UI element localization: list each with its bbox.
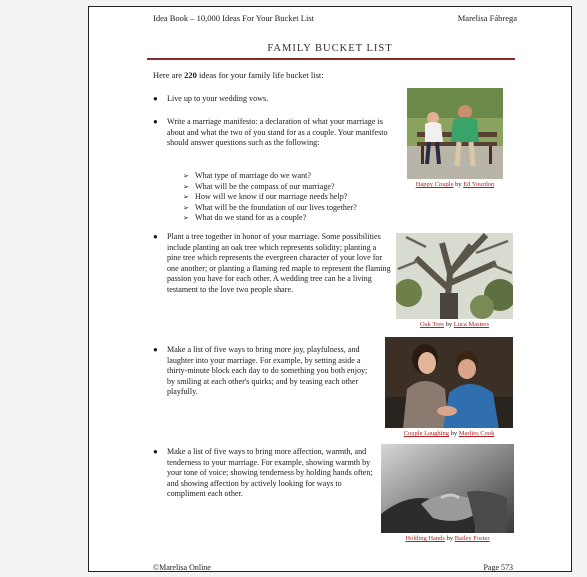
intro-line: Here are 220 ideas for your family life bucket list: — [153, 70, 324, 80]
footer-copyright: ©Marelisa Online — [153, 563, 211, 572]
photo-caption: Happy Couple by Ed Yourdon — [415, 181, 495, 188]
list-item: ● Live up to your wedding vows. — [153, 94, 269, 103]
book-title: Idea Book – 10,000 Ideas For Your Bucket List — [153, 13, 315, 23]
photo-title-link[interactable]: Happy Couple — [415, 181, 454, 188]
question-item: ➢ How will we know if our marriage needs help? — [183, 192, 357, 203]
section-title: FAMILY BUCKET LIST — [267, 43, 393, 54]
bullet-icon: ● — [153, 345, 158, 354]
question-item: ➢ What will be the foundation of our lives together? — [183, 203, 357, 214]
photo-caption: Couple Laughing by Marlies Cook — [403, 430, 495, 437]
photo-author-link[interactable]: Marlies Cook — [458, 430, 495, 437]
question-item: ➢ What will be the compass of our marriage? — [183, 182, 357, 193]
happy-couple-photo — [407, 88, 503, 179]
list-item: ● Make a list of five ways to bring more affection, warmth, and tenderness to your marriage. For example, showing warmth by your tone of voice; showing tenderness by holding hands often; and showing affection by actively looking for ways to compliment each other. — [153, 447, 373, 499]
photo-author-link[interactable]: Luca Masters — [453, 321, 489, 328]
question-item: ➢ What do we stand for as a couple? — [183, 213, 357, 224]
list-item: ● Make a list of five ways to bring more joy, playfulness, and laughter into your marriage. For example, by setting aside a thirty-minute block each day to do something you both enjoy; by smiling at each other's quirks; and by teasing each other playfully. — [153, 345, 368, 397]
photo-caption: Oak Tree by Luca Masters — [420, 321, 489, 328]
couple-laughing-photo — [385, 337, 513, 428]
photo-title-link[interactable]: Holding Hands — [405, 535, 445, 542]
author-name: Marelisa Fábrega — [457, 13, 517, 23]
bullet-icon: ● — [153, 447, 158, 456]
holding-hands-photo — [381, 444, 514, 533]
manifesto-questions — [183, 171, 357, 224]
bullet-icon: ● — [153, 94, 158, 103]
oak-tree-photo — [396, 233, 513, 319]
document-page — [88, 6, 572, 572]
page-number: Page 573 — [483, 563, 513, 572]
bullet-icon: ● — [153, 232, 158, 241]
photo-title-link[interactable]: Oak Tree — [420, 321, 445, 328]
photo-author-link[interactable]: Ed Yourdon — [463, 181, 495, 188]
photo-caption: Holding Hands by Bailey Foster — [405, 535, 490, 542]
photo-author-link[interactable]: Bailey Foster — [454, 535, 490, 542]
question-item: ➢ What type of marriage do we want? — [183, 171, 357, 182]
bullet-icon: ● — [153, 117, 158, 126]
idea-count: 220 — [184, 70, 197, 80]
title-rule — [147, 58, 515, 60]
list-item: ● Write a marriage manifesto: a declaration of what your marriage is about and what the two of you stand for as a couple. Your manifesto should answer questions such as the following: — [153, 117, 388, 148]
list-item: ● Plant a tree together in honor of your marriage. Some possibilities include planting an oak tree which represents solidity; planting a pine tree which represents the evergreen character of your love for one another; or planting a flaming red maple to represent the flaming passion you have for each other. A wedding tree can be a living testament to the love two people share. — [153, 232, 391, 294]
photo-title-link[interactable]: Couple Laughing — [403, 430, 449, 437]
